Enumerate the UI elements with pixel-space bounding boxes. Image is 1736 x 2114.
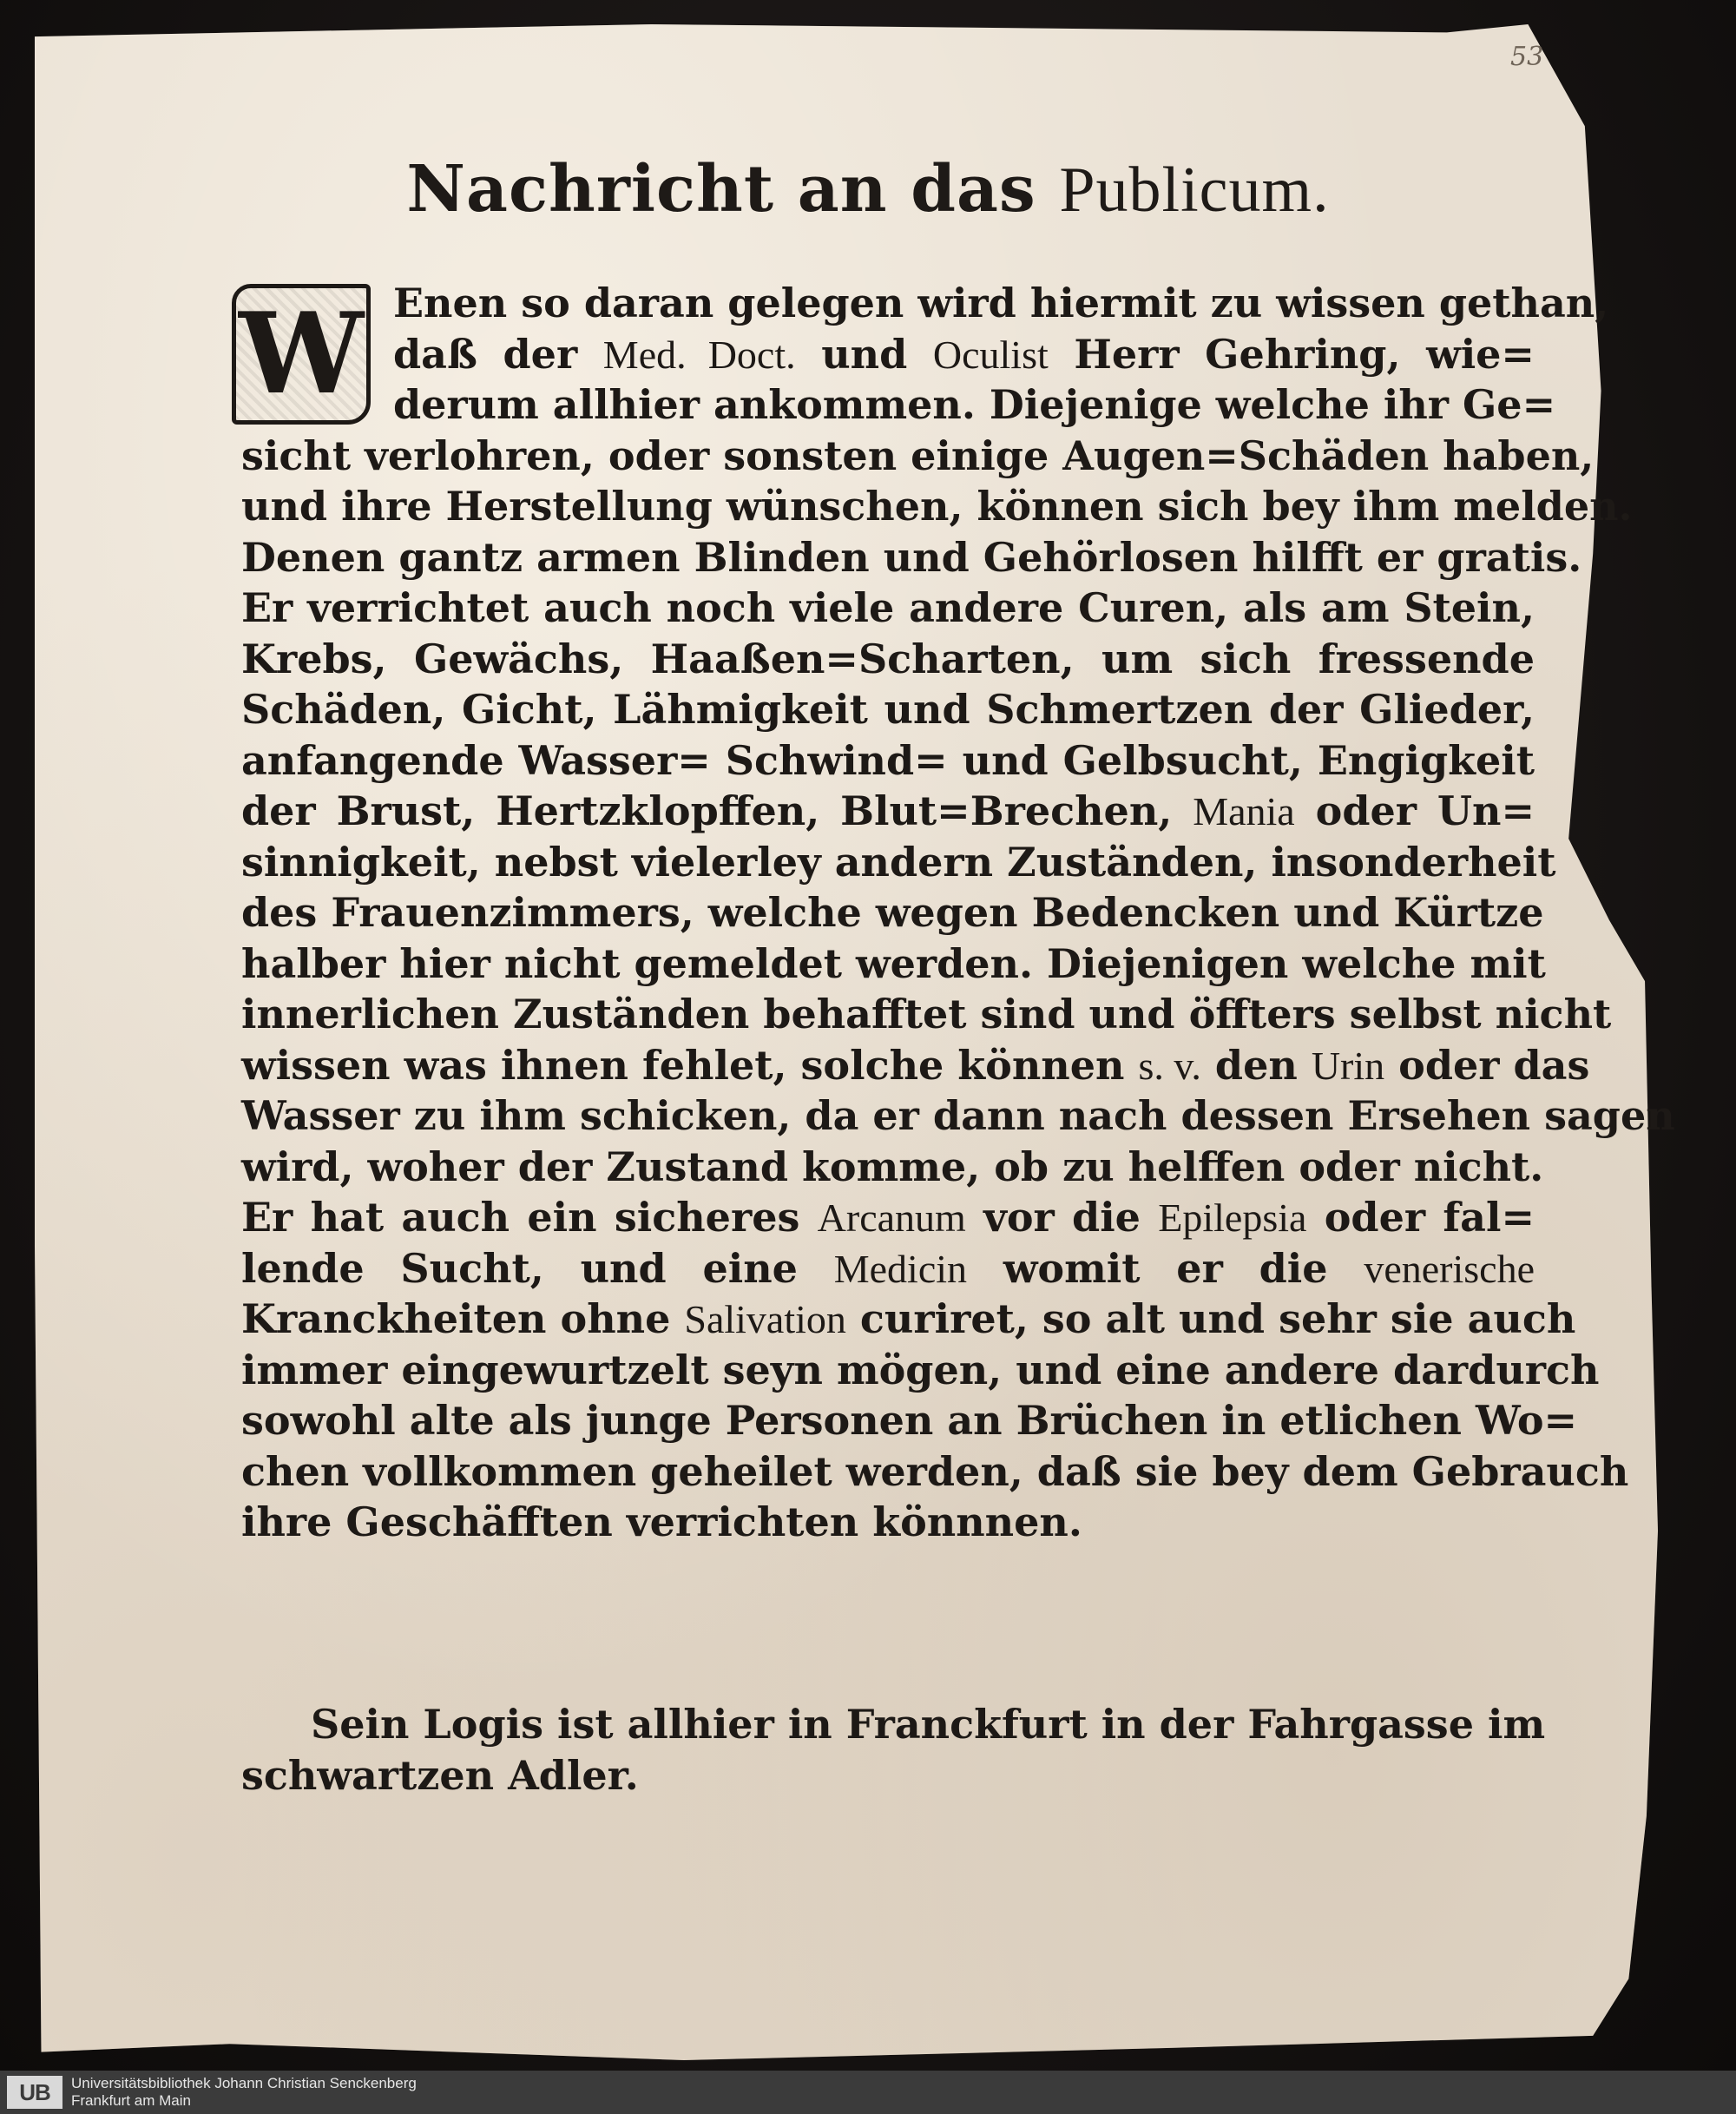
text-segment: Schäden, Gicht, Lähmigkeit und Schmertzen der Glieder, <box>241 686 1535 733</box>
text-segment: curiret, so alt und sehr sie auch <box>845 1295 1576 1342</box>
latin-term: venerische <box>1364 1246 1535 1291</box>
latin-term: Medicin <box>833 1246 968 1291</box>
text-segment: und <box>795 330 933 378</box>
page-number: 53 <box>1510 42 1544 72</box>
text-line <box>241 735 1535 787</box>
text-line <box>241 379 1556 431</box>
text-segment: Enen so daran gelegen wird hiermit zu wissen gethan, <box>393 280 1609 326</box>
library-footer <box>0 2071 1736 2114</box>
latin-term: Salivation <box>684 1297 846 1341</box>
text-line <box>241 431 1595 482</box>
text-segment: womit er die <box>967 1244 1364 1292</box>
text-segment: Kranckheiten ohne <box>241 1295 685 1342</box>
text-segment: oder fal= <box>1306 1194 1535 1241</box>
text-line <box>241 1497 1535 1548</box>
title-roman: Publicum. <box>1059 155 1330 226</box>
latin-term: Epilepsia <box>1158 1195 1307 1240</box>
text-segment: und ihre Herstellung wünschen, können sich bey ihm melden. <box>241 483 1633 530</box>
text-segment: anfangende Wasser= Schwind= und Gelbsucht, Engigkeit <box>241 736 1535 784</box>
text-line <box>241 684 1535 735</box>
text-segment: Krebs, Gewächs, Haaßen=Scharten, um sich fressende <box>241 635 1535 682</box>
text-segment: ihre Geschäfften verrichten könnnen. <box>241 1498 1082 1545</box>
text-line <box>241 887 1544 938</box>
text-line <box>241 1192 1535 1243</box>
library-logo: UB <box>7 2076 62 2109</box>
text-segment: halber hier nicht gemeldet werden. Diejenigen welche mit <box>241 939 1546 987</box>
page-title <box>0 152 1736 227</box>
text-segment: des Frauenzimmers, welche wegen Bedencken und Kürtze <box>241 889 1544 936</box>
latin-term: Oculist <box>932 332 1049 377</box>
text-line <box>241 989 1612 1040</box>
text-line <box>241 786 1535 837</box>
library-city: Frankfurt am Main <box>71 2092 191 2109</box>
text-line <box>241 278 1609 329</box>
text-segment: daß der <box>393 330 603 378</box>
lodging-paragraph <box>241 1697 1546 1799</box>
latin-term: Arcanum <box>817 1195 966 1240</box>
text-segment: wissen was ihnen fehlet, solche können <box>241 1041 1139 1089</box>
text-segment: den <box>1200 1041 1312 1089</box>
text-segment: der Brust, Hertzklopffen, Blut=Brechen, <box>241 787 1194 834</box>
text-segment: chen vollkommen geheilet werden, daß sie bey dem Gebrauch <box>241 1447 1629 1495</box>
text-line <box>241 938 1546 990</box>
title-blackletter: Nachricht an das <box>406 152 1036 227</box>
text-line <box>241 1395 1578 1446</box>
text-segment: sinnigkeit, nebst vielerley andern Zuständen, insonderheit <box>241 838 1556 886</box>
library-name: Universitätsbibliothek Johann Christian Senckenberg <box>71 2075 417 2091</box>
text-segment: sicht verlohren, oder sonsten einige Augen=Schäden haben, <box>241 431 1595 479</box>
text-segment: Denen gantz armen Blinden und Gehörlosen hilfft er gratis. <box>241 533 1582 581</box>
text-line <box>241 1040 1590 1091</box>
text-segment: vor die <box>965 1194 1159 1241</box>
text-segment: oder das <box>1384 1041 1590 1089</box>
text-segment: derum allhier ankommen. Diejenige welche ihr Ge= <box>393 381 1556 428</box>
text-line <box>241 329 1535 380</box>
text-line <box>241 1446 1629 1498</box>
text-segment: innerlichen Zuständen behafftet sind und öffters selbst nicht <box>241 991 1612 1037</box>
lodging-line: Sein Logis ist allhier in Franckfurt in der Fahrgasse im <box>311 1701 1546 1748</box>
drop-cap-letter: W <box>232 284 371 425</box>
text-line <box>241 837 1556 888</box>
text-line <box>241 481 1633 532</box>
text-line <box>241 532 1582 583</box>
latin-term: s. v. <box>1138 1043 1201 1088</box>
latin-term: Mania <box>1193 789 1295 833</box>
text-line <box>241 1243 1535 1294</box>
text-segment: oder Un= <box>1294 787 1535 834</box>
library-credit <box>71 2075 417 2110</box>
text-line <box>241 1142 1544 1193</box>
text-segment: Er verrichtet auch noch viele andere Curen, als am Stein, <box>241 584 1535 631</box>
text-line <box>241 634 1535 685</box>
text-segment: wird, woher der Zustand komme, ob zu helffen oder nicht. <box>241 1143 1544 1190</box>
latin-term: Urin <box>1311 1043 1385 1088</box>
text-segment: Er hat auch ein sicheres <box>241 1194 818 1241</box>
text-segment: immer eingewurtzelt seyn mögen, und eine andere dardurch <box>241 1346 1600 1393</box>
text-line <box>241 583 1535 634</box>
text-segment: sowohl alte als junge Personen an Brüchen in etlichen Wo= <box>241 1397 1578 1444</box>
text-segment: lende Sucht, und eine <box>241 1244 834 1292</box>
notice-body <box>241 278 1675 1548</box>
text-line <box>241 1090 1675 1142</box>
text-segment: Herr Gehring, wie= <box>1048 330 1535 378</box>
text-line <box>241 1345 1600 1396</box>
text-segment: Wasser zu ihm schicken, da er dann nach dessen Ersehen sagen <box>241 1092 1675 1139</box>
text-line <box>241 1294 1576 1345</box>
latin-term: Med. Doct. <box>602 332 796 377</box>
lodging-line: schwartzen Adler. <box>241 1751 639 1799</box>
